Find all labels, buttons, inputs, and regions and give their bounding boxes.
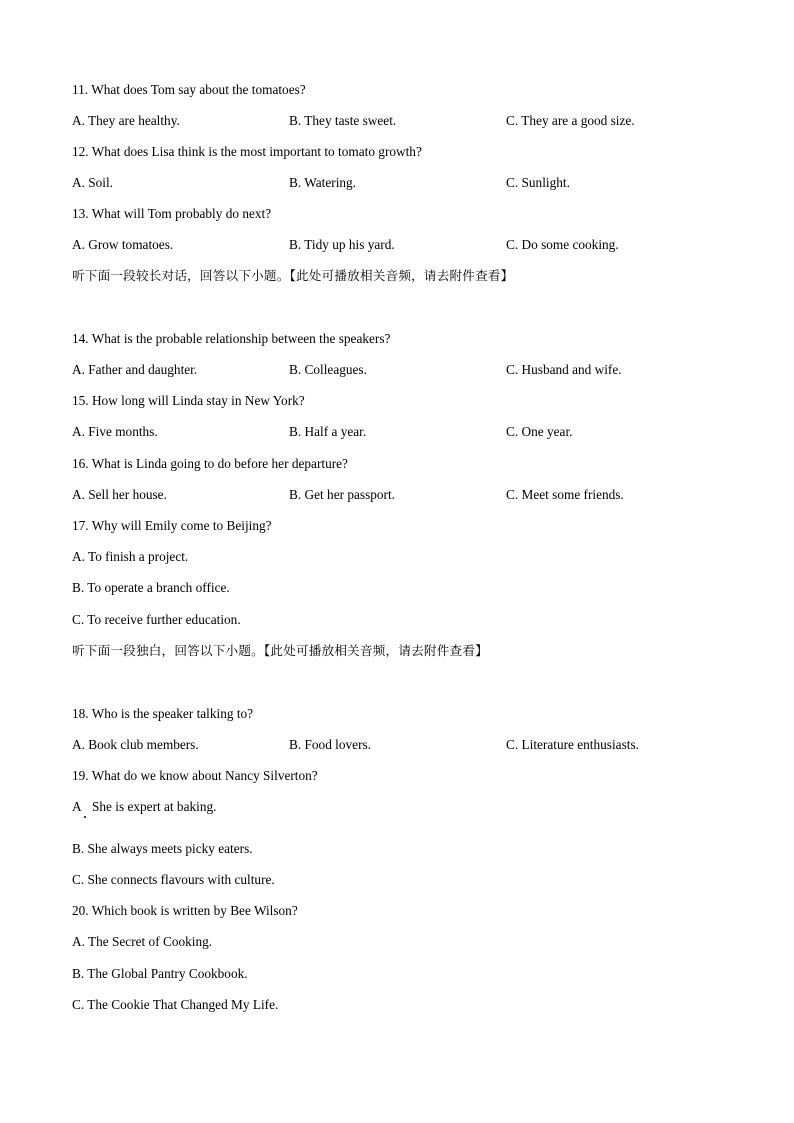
question-17: 17. Why will Emily come to Beijing? bbox=[72, 518, 272, 533]
q16-option-c: C. Meet some friends. bbox=[506, 487, 624, 502]
q11-option-b: B. They taste sweet. bbox=[289, 113, 397, 128]
question-15: 15. How long will Linda stay in New York? bbox=[72, 393, 305, 408]
question-16: 16. What is Linda going to do before her departure? bbox=[72, 456, 348, 471]
q15-option-b: B. Half a year. bbox=[289, 424, 367, 439]
q12-option-a: A. Soil. bbox=[72, 175, 114, 190]
q17-option-b: B. To operate a branch office. bbox=[72, 580, 230, 595]
q19-option-c: C. She connects flavours with culture. bbox=[72, 872, 275, 887]
q11-option-a: A. They are healthy. bbox=[72, 113, 180, 128]
q14-option-c: C. Husband and wife. bbox=[506, 362, 622, 377]
q20-option-a: A. The Secret of Cooking. bbox=[72, 934, 213, 949]
q14-option-a: A. Father and daughter. bbox=[72, 362, 198, 377]
question-19: 19. What do we know about Nancy Silverton? bbox=[72, 768, 318, 783]
q20-option-c: C. The Cookie That Changed My Life. bbox=[72, 997, 279, 1012]
question-12: 12. What does Lisa think is the most important to tomato growth? bbox=[72, 144, 422, 159]
q12-option-b: B. Watering. bbox=[289, 175, 357, 190]
q15-option-a: A. Five months. bbox=[72, 424, 158, 439]
question-13: 13. What will Tom probably do next? bbox=[72, 206, 272, 221]
q20-option-b: B. The Global Pantry Cookbook. bbox=[72, 966, 248, 981]
q15-option-c: C. One year. bbox=[506, 424, 573, 439]
q19-option-a-text: She is expert at baking. bbox=[92, 799, 217, 814]
q13-option-c: C. Do some cooking. bbox=[506, 237, 619, 252]
q16-option-b: B. Get her passport. bbox=[289, 487, 395, 502]
q19-option-a-letter: A bbox=[72, 799, 82, 814]
question-20: 20. Which book is written by Bee Wilson? bbox=[72, 903, 298, 918]
q17-option-c: C. To receive further education. bbox=[72, 612, 241, 627]
listening-instruction-dialogue: 听下面一段较长对话，回答以下小题。【此处可播放相关音频，请去附件查看】 bbox=[72, 268, 514, 283]
q14-option-b: B. Colleagues. bbox=[289, 362, 367, 377]
q19-option-a-dot bbox=[84, 816, 86, 818]
q19-option-b: B. She always meets picky eaters. bbox=[72, 841, 253, 856]
question-14: 14. What is the probable relationship between the speakers? bbox=[72, 331, 391, 346]
q13-option-a: A. Grow tomatoes. bbox=[72, 237, 174, 252]
q18-option-a: A. Book club members. bbox=[72, 737, 199, 752]
q16-option-a: A. Sell her house. bbox=[72, 487, 167, 502]
question-18: 18. Who is the speaker talking to? bbox=[72, 706, 254, 721]
q17-option-a: A. To finish a project. bbox=[72, 549, 189, 564]
q18-option-c: C. Literature enthusiasts. bbox=[506, 737, 639, 752]
q13-option-b: B. Tidy up his yard. bbox=[289, 237, 395, 252]
q12-option-c: C. Sunlight. bbox=[506, 175, 570, 190]
listening-instruction-monologue: 听下面一段独白，回答以下小题。【此处可播放相关音频，请去附件查看】 bbox=[72, 643, 488, 658]
q11-option-c: C. They are a good size. bbox=[506, 113, 635, 128]
question-11: 11. What does Tom say about the tomatoes? bbox=[72, 82, 306, 97]
q18-option-b: B. Food lovers. bbox=[289, 737, 372, 752]
